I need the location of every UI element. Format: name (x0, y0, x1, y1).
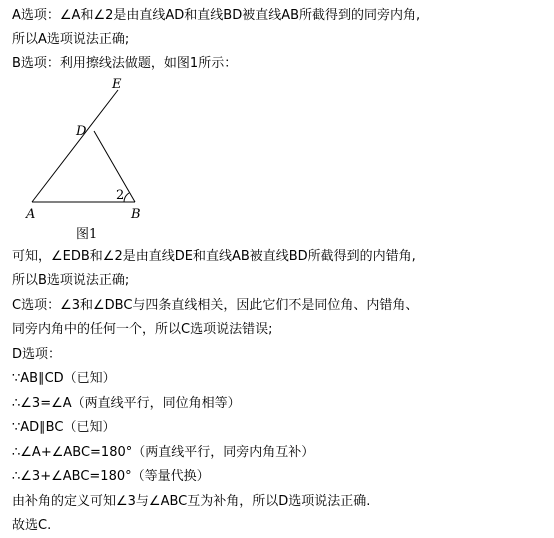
label-E: E (112, 78, 122, 92)
text-line-15: 故选C. (12, 518, 52, 533)
figure-1-diagram (20, 78, 160, 244)
line-DB (94, 131, 135, 202)
text-line-6: C选项：∠3和∠DBC与四条直线相关，因此它们不是同位角、内错角、 (12, 298, 419, 313)
label-angle-2: 2 (116, 188, 125, 203)
text-line-8: D选项： (12, 347, 62, 362)
line-AE (32, 90, 118, 202)
text-line-1: A选项：∠A和∠2是由直线AD和直线BD被直线AB所截得到的同旁内角, (12, 8, 421, 23)
angle-2-arc (124, 193, 129, 202)
text-line-12: ∴∠A+∠ABC=180°（两直线平行，同旁内角互补） (12, 445, 315, 460)
text-line-11: ∵AD∥BC（已知） (12, 420, 116, 435)
text-line-3: B选项：利用擦线法做题，如图1所示： (12, 56, 238, 71)
text-line-2: 所以A选项说法正确; (12, 32, 130, 47)
text-line-5: 所以B选项说法正确; (12, 273, 130, 288)
text-line-4: 可知，∠EDB和∠2是由直线DE和直线AB被直线BD所截得到的内错角, (12, 249, 416, 264)
label-A: A (26, 207, 36, 222)
label-B: B (131, 207, 141, 222)
text-line-13: ∴∠3+∠ABC=180°（等量代换） (12, 469, 210, 484)
text-line-14: 由补角的定义可知∠3与∠ABC互为补角，所以D选项说法正确. (12, 494, 371, 509)
text-line-7: 同旁内角中的任何一个，所以C选项说法错误; (12, 322, 273, 337)
text-line-10: ∴∠3=∠A（两直线平行，同位角相等） (12, 396, 241, 411)
text-line-9: ∵AB∥CD（已知） (12, 371, 116, 386)
figure-caption: 图1 (76, 227, 98, 242)
label-D: D (76, 124, 87, 139)
